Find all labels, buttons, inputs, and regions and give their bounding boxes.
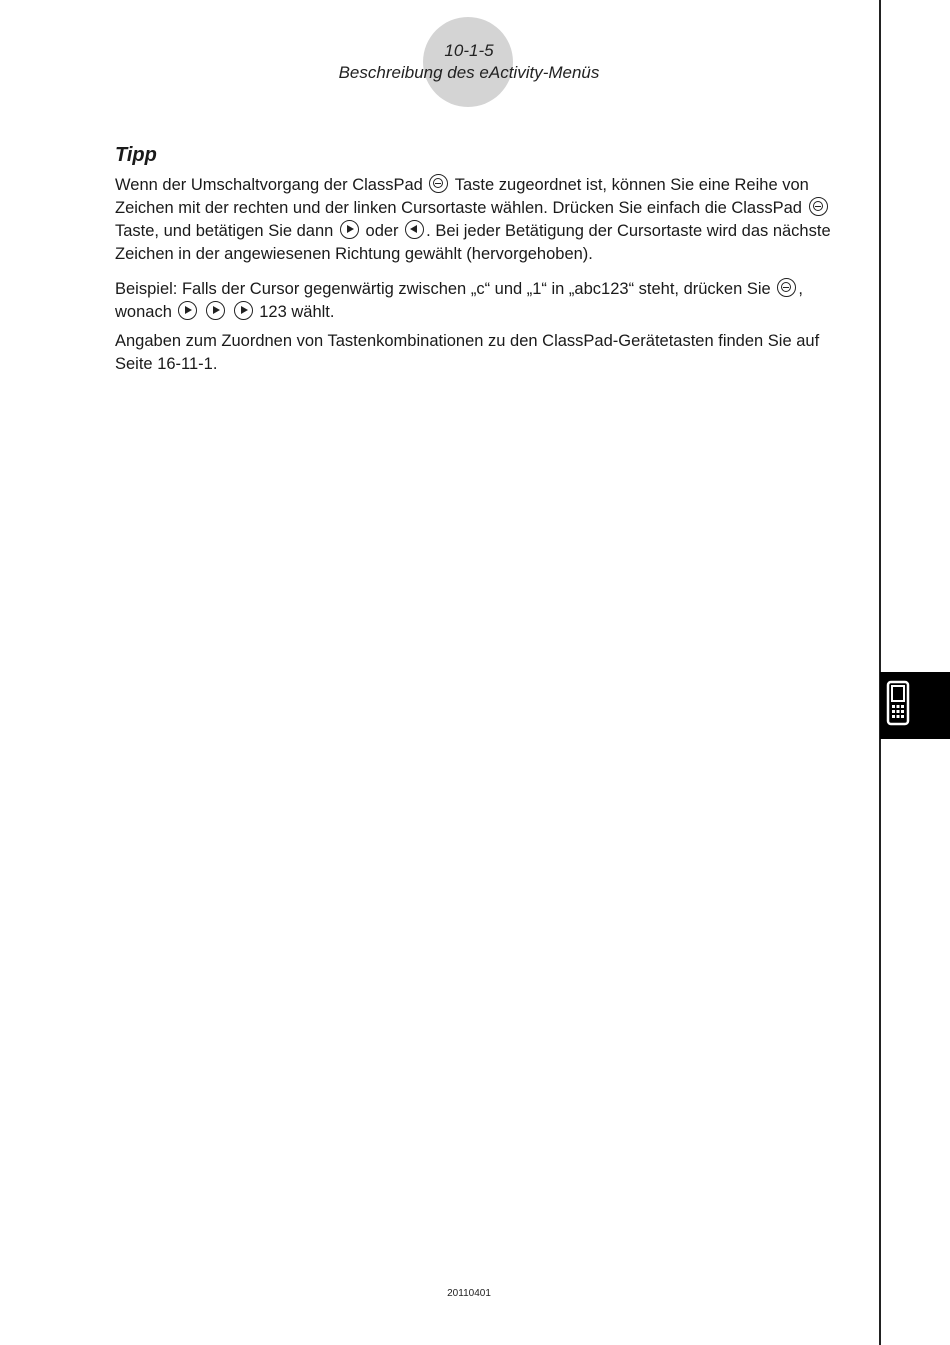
- chapter-side-tab: [880, 672, 950, 739]
- header-circle: [423, 17, 513, 107]
- right-cursor-key-icon: [206, 301, 225, 320]
- left-cursor-key-icon: [405, 220, 424, 239]
- reference-paragraph: Angaben zum Zuordnen von Tastenkombinationen zu den ClassPad-Gerätetasten finden Sie auf Seite 16-11-1.: [115, 332, 820, 373]
- right-cursor-key-icon: [178, 301, 197, 320]
- classpad-device-icon: [886, 680, 910, 726]
- right-cursor-key-icon: [340, 220, 359, 239]
- page-number: 10-1-5: [444, 41, 494, 60]
- footer-date-code: 20110401: [447, 1288, 491, 1299]
- page-title: Beschreibung des eActivity-Menüs: [338, 63, 600, 82]
- minus-key-icon: [809, 197, 828, 216]
- example-paragraph: Beispiel: Falls der Cursor gegenwärtig zwischen „c“ und „1“ in „abc123“ steht, drücken Sie , wonach 123 wählt.: [115, 280, 803, 321]
- minus-key-icon: [777, 278, 796, 297]
- minus-key-icon: [429, 174, 448, 193]
- tip-heading: Tipp: [115, 144, 157, 166]
- tip-paragraph-1: Wenn der Umschaltvorgang der ClassPad Taste zugeordnet ist, können Sie eine Reihe von Zeichen mit der rechten und der linken Cursortaste wählen. Drücken Sie einfach die ClassPad Taste, und betätigen Sie dann oder . Bei jeder Betätigung der Cursortaste wird das nächste Zeichen in der angewiesenen Richtung gewählt (hervorgehoben).: [115, 176, 831, 263]
- main-content: [115, 140, 850, 388]
- right-cursor-key-icon: [234, 301, 253, 320]
